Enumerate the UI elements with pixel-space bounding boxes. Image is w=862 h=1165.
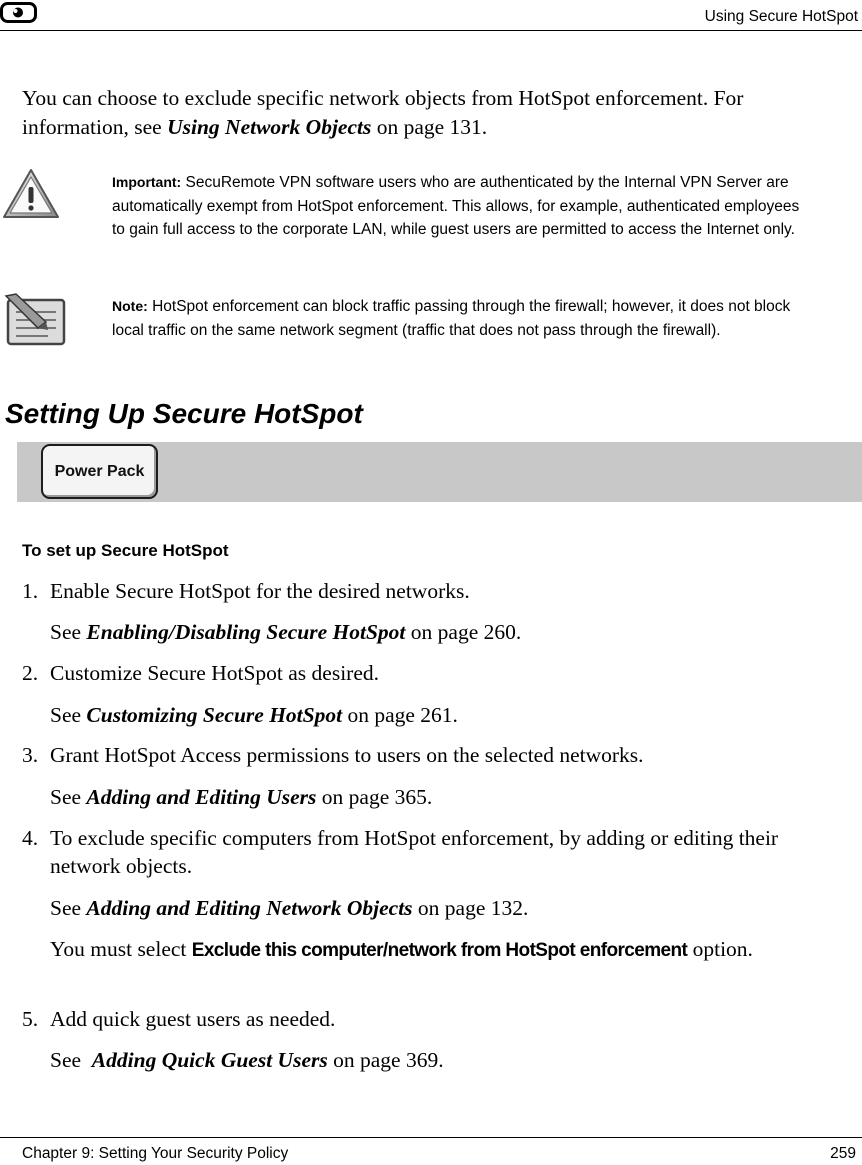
footer-rule	[0, 1137, 862, 1138]
important-callout	[112, 171, 812, 242]
step-3	[22, 741, 852, 769]
important-label: Important:	[112, 174, 182, 190]
page-ref: on page 261.	[342, 703, 458, 727]
step-text: Grant HotSpot Access permissions to users on the selected networks.	[50, 743, 644, 767]
procedure-title: To set up Secure HotSpot	[22, 541, 229, 560]
note-label: Note:	[112, 298, 148, 314]
header-rule	[0, 30, 862, 31]
intro-link-using-network-objects[interactable]: Using Network Objects	[167, 115, 372, 139]
step-number: 2.	[22, 661, 39, 685]
see-label: See	[50, 1048, 92, 1072]
note-text: You must select	[50, 937, 192, 961]
link-adding-and-editing-network-objects[interactable]: Adding and Editing Network Objects	[86, 896, 413, 920]
step-4-see	[50, 894, 850, 922]
power-pack-badge: Power Pack	[41, 444, 158, 499]
important-text: SecuRemote VPN software users who are authenticated by the Internal VPN Server are automatically exempt from HotSpot enforcement. This allows, for example, authenticated employees to gain full access to the corporate LAN, while guest users are permitted to access the Internet only.	[112, 174, 800, 238]
note-text: HotSpot enforcement can block traffic passing through the firewall; however, it does not block local traffic on the same network segment (traffic that does not pass through the firewall).	[112, 298, 791, 339]
page-ref: on page 260.	[405, 620, 522, 644]
warning-icon	[2, 167, 60, 221]
intro-paragraph	[22, 84, 852, 142]
running-header-title: Using Secure HotSpot	[704, 8, 858, 25]
step-number: 3.	[22, 743, 39, 767]
see-label: See	[50, 785, 87, 809]
step-2	[22, 659, 852, 687]
intro-page-ref: on page 131.	[371, 115, 488, 139]
page-ref: on page 365.	[316, 785, 433, 809]
footer-chapter: Chapter 9: Setting Your Security Policy	[22, 1145, 289, 1162]
link-adding-quick-guest-users[interactable]: Adding Quick Guest Users	[91, 1048, 328, 1072]
step-text: Add quick guest users as needed.	[50, 1007, 336, 1031]
step-1-see	[50, 618, 850, 646]
section-heading: Setting Up Secure HotSpot	[5, 398, 363, 429]
step-text: To exclude specific computers from HotSpot enforcement, by adding or editing their network objects.	[50, 826, 779, 878]
note-callout	[112, 295, 812, 342]
page-ref: on page 369.	[327, 1048, 444, 1072]
step-4	[22, 824, 852, 880]
step-4-note	[50, 935, 850, 965]
note-pencil-icon	[2, 292, 70, 350]
product-logo-icon	[0, 2, 37, 23]
step-number: 5.	[22, 1007, 39, 1031]
see-label: See	[50, 703, 87, 727]
option-name: Exclude this computer/network from HotSpot enforcement	[191, 940, 688, 961]
step-1	[22, 577, 852, 605]
see-label: See	[50, 896, 87, 920]
step-5	[22, 1005, 852, 1033]
see-label: See	[50, 620, 87, 644]
link-adding-and-editing-users[interactable]: Adding and Editing Users	[86, 785, 317, 809]
intro-text: You can choose to exclude specific network objects from HotSpot enforcement. For information, see	[22, 86, 744, 139]
step-2-see	[50, 701, 850, 729]
step-number: 1.	[22, 579, 39, 603]
page-ref: on page 132.	[412, 896, 529, 920]
step-text: Enable Secure HotSpot for the desired networks.	[50, 579, 470, 603]
link-customizing-secure-hotspot[interactable]: Customizing Secure HotSpot	[86, 703, 343, 727]
step-number: 4.	[22, 826, 39, 850]
note-text-end: option.	[687, 937, 753, 961]
link-enabling-disabling-secure-hotspot[interactable]: Enabling/Disabling Secure HotSpot	[86, 620, 406, 644]
step-5-see	[50, 1046, 850, 1074]
step-text: Customize Secure HotSpot as desired.	[50, 661, 380, 685]
step-3-see	[50, 783, 850, 811]
footer-page-number: 259	[830, 1145, 856, 1162]
